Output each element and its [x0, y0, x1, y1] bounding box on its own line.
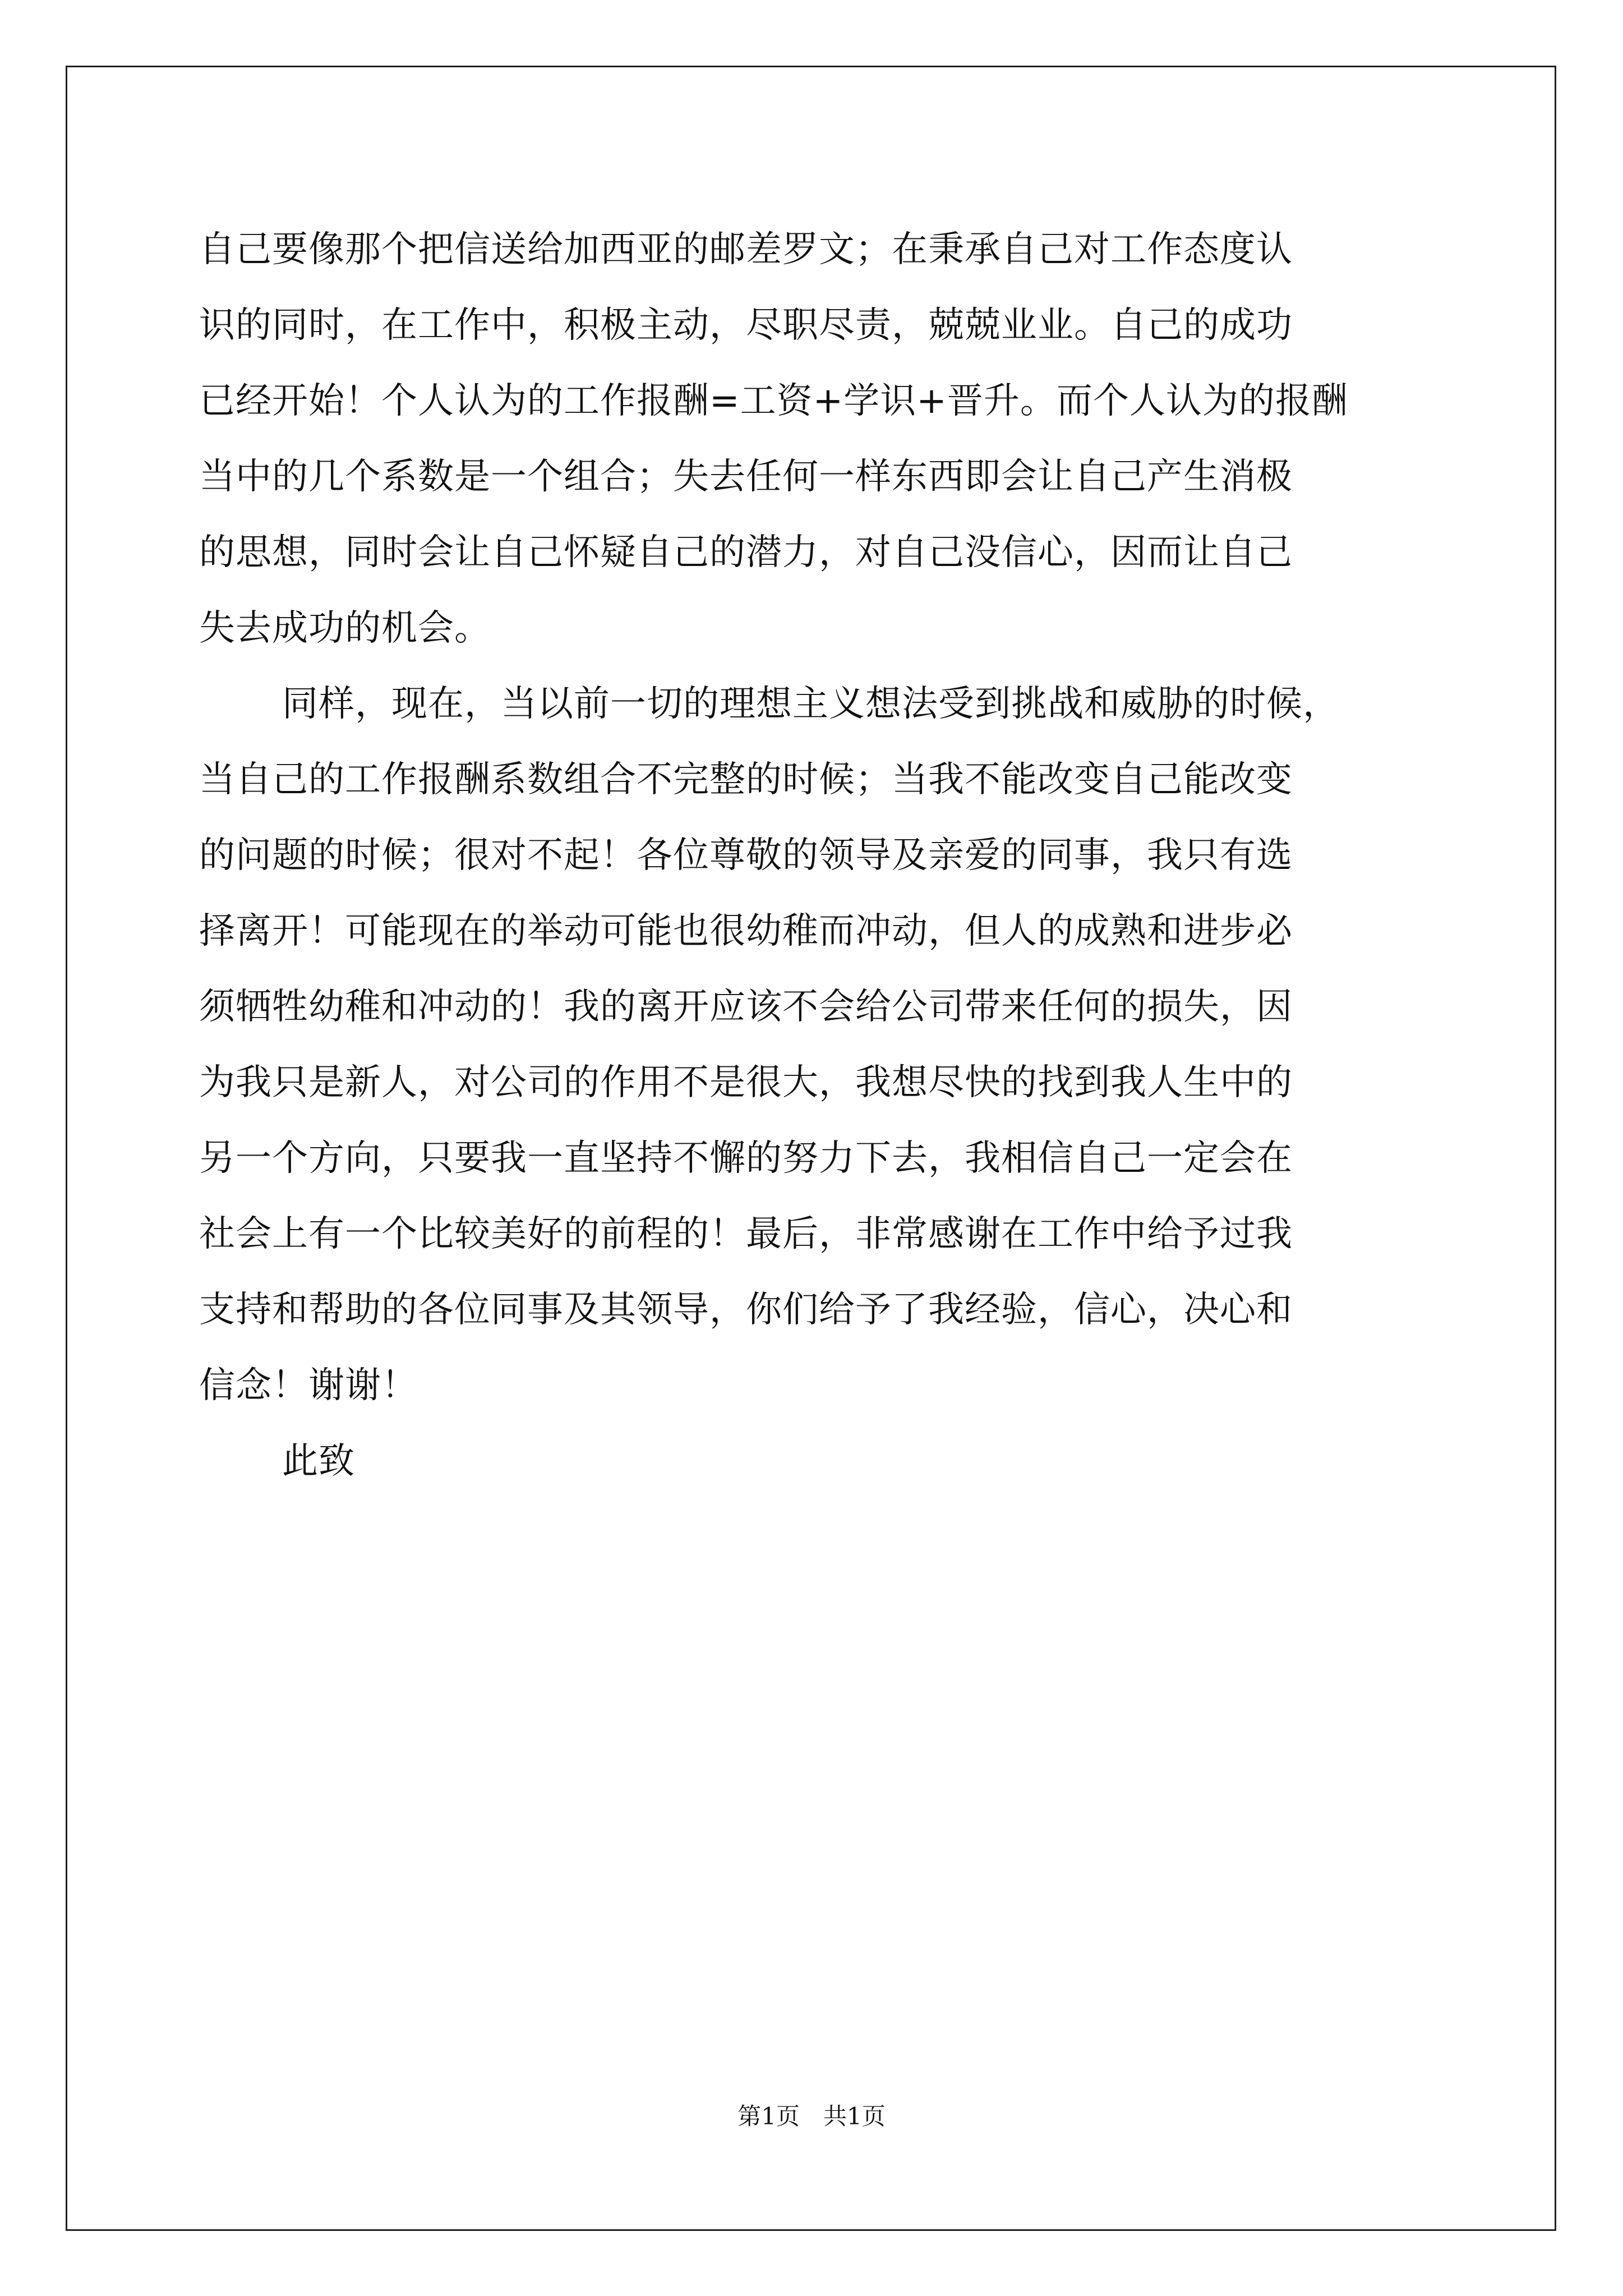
text-line: 另一个方向，只要我一直坚持不懈的努力下去，我相信自己一定会在	[199, 1138, 1293, 1179]
text-line: 自己要像那个把信送给加西亚的邮差罗文；在秉承自己对工作态度认	[199, 229, 1293, 270]
text-line: 当自己的工作报酬系数组合不完整的时候；当我不能改变自己能改变	[199, 759, 1293, 800]
text-line: 失去成功的机会。	[199, 608, 491, 649]
text-line: 识的同时，在工作中，积极主动，尽职尽责，兢兢业业。自己的成功	[199, 305, 1293, 346]
text-line: 择离开！可能现在的举动可能也很幼稚而冲动，但人的成熟和进步必	[199, 910, 1293, 952]
text-line: 已经开始！个人认为的工作报酬=工资+学识+晋升。而个人认为的报酬	[199, 380, 1348, 422]
page-number-footer: 第1页 共1页	[737, 2102, 886, 2130]
text-line: 支持和帮助的各位同事及其领导，你们给予了我经验，信心，决心和	[199, 1289, 1293, 1331]
text-line: 的问题的时候；很对不起！各位尊敬的领导及亲爱的同事，我只有选	[199, 835, 1293, 876]
text-line: 信念！谢谢！	[199, 1365, 418, 1406]
text-line: 须牺牲幼稚和冲动的！我的离开应该不会给公司带来任何的损失，因	[199, 986, 1293, 1028]
closing-salutation: 此致	[282, 1441, 355, 1482]
paragraph-start-line: 同样，现在，当以前一切的理想主义想法受到挑战和威胁的时候，	[282, 683, 1339, 725]
text-line: 的思想，同时会让自己怀疑自己的潜力，对自己没信心，因而让自己	[199, 532, 1293, 573]
document-body	[199, 212, 1433, 1499]
text-line: 当中的几个系数是一个组合；失去任何一样东西即会让自己产生消极	[199, 456, 1293, 498]
text-line: 社会上有一个比较美好的前程的！最后，非常感谢在工作中给予过我	[199, 1213, 1293, 1255]
text-line: 为我只是新人，对公司的作用不是很大，我想尽快的找到我人生中的	[199, 1062, 1293, 1103]
